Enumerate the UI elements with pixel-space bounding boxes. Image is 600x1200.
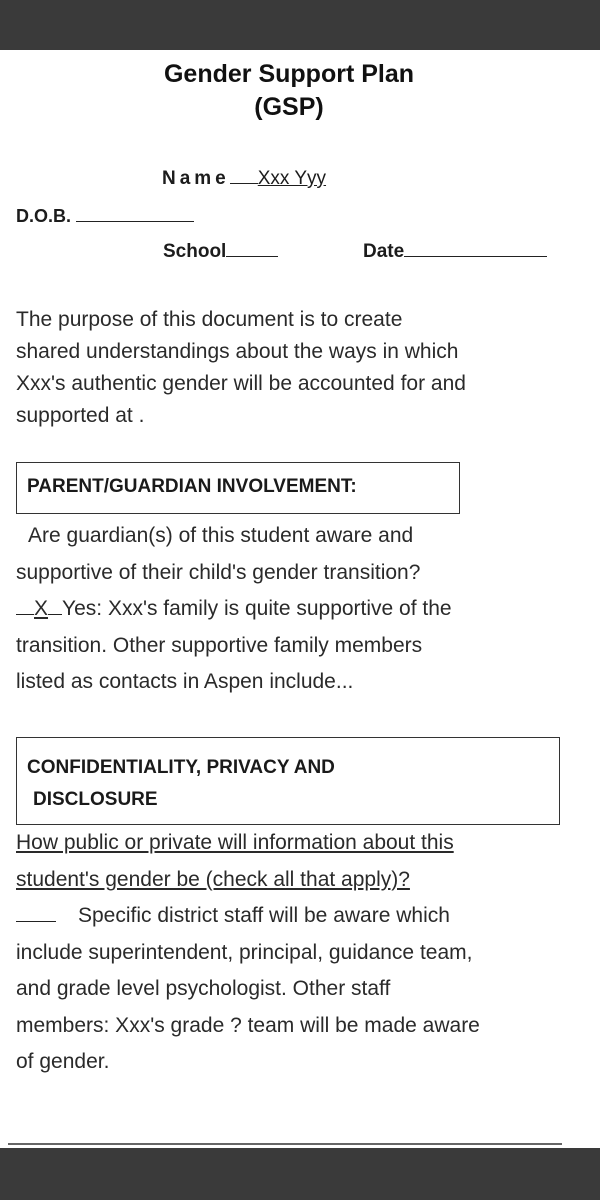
confidentiality-heading-line-1: CONFIDENTIALITY, PRIVACY AND <box>27 757 335 778</box>
name-field <box>162 168 326 190</box>
question-line: supportive of their child's gender transition? <box>16 560 421 584</box>
question-line: student's gender be (check all that apply)? <box>16 867 410 891</box>
top-bar <box>0 0 600 50</box>
purpose-line: Xxx's authentic gender will be accounted for and <box>16 372 466 395</box>
answer-line: members: Xxx's grade ? team will be made aware <box>16 1013 480 1037</box>
page-divider <box>8 1143 562 1145</box>
answer-line <box>16 898 576 935</box>
answer-line: transition. Other supportive family members <box>16 633 423 657</box>
check-blank-right <box>48 600 62 615</box>
answer-text: Yes: Xxx's family is quite supportive of the <box>62 597 452 620</box>
answer-text: Specific district staff will be aware which <box>78 904 450 927</box>
confidentiality-heading-line-2: DISCLOSURE <box>33 789 158 810</box>
answer-line: include superintendent, principal, guidance team, <box>16 940 473 964</box>
check-blank <box>16 907 56 922</box>
check-blank-left <box>16 600 34 615</box>
purpose-line: supported at . <box>16 404 145 427</box>
check-mark: X <box>34 597 49 620</box>
dob-field <box>16 206 194 227</box>
school-label: School <box>163 241 227 262</box>
purpose-line: shared understandings about the ways in which <box>16 340 459 363</box>
dob-label: D.O.B. <box>16 206 72 226</box>
dob-blank <box>76 207 194 222</box>
answer-line: listed as contacts in Aspen include... <box>16 670 354 693</box>
question-line: How public or private will information about this <box>16 831 454 854</box>
parent-involvement-heading-text: PARENT/GUARDIAN INVOLVEMENT: <box>27 476 357 497</box>
answer-line: of gender. <box>16 1050 110 1073</box>
answer-line: and grade level psychologist. Other staff <box>16 977 391 1000</box>
name-value: Xxx Yyy <box>257 168 327 189</box>
title-line-2: (GSP) <box>254 93 324 121</box>
school-field <box>163 241 278 263</box>
parent-involvement-section <box>16 518 576 701</box>
confidentiality-section <box>16 825 576 1081</box>
bottom-bar <box>0 1148 600 1200</box>
purpose-paragraph <box>16 304 576 432</box>
name-label: Name <box>162 168 230 189</box>
purpose-line: The purpose of this document is to create <box>16 308 403 331</box>
parent-involvement-heading <box>16 462 460 514</box>
document-title <box>0 58 578 124</box>
title-line-1: Gender Support Plan <box>163 60 415 88</box>
question-line: Are guardian(s) of this student aware and <box>28 524 414 547</box>
name-blank <box>230 169 258 184</box>
date-blank <box>404 242 547 257</box>
school-blank <box>226 242 278 257</box>
answer-line <box>16 591 576 628</box>
date-field <box>363 241 547 263</box>
confidentiality-heading <box>16 737 560 825</box>
date-label: Date <box>363 241 405 262</box>
